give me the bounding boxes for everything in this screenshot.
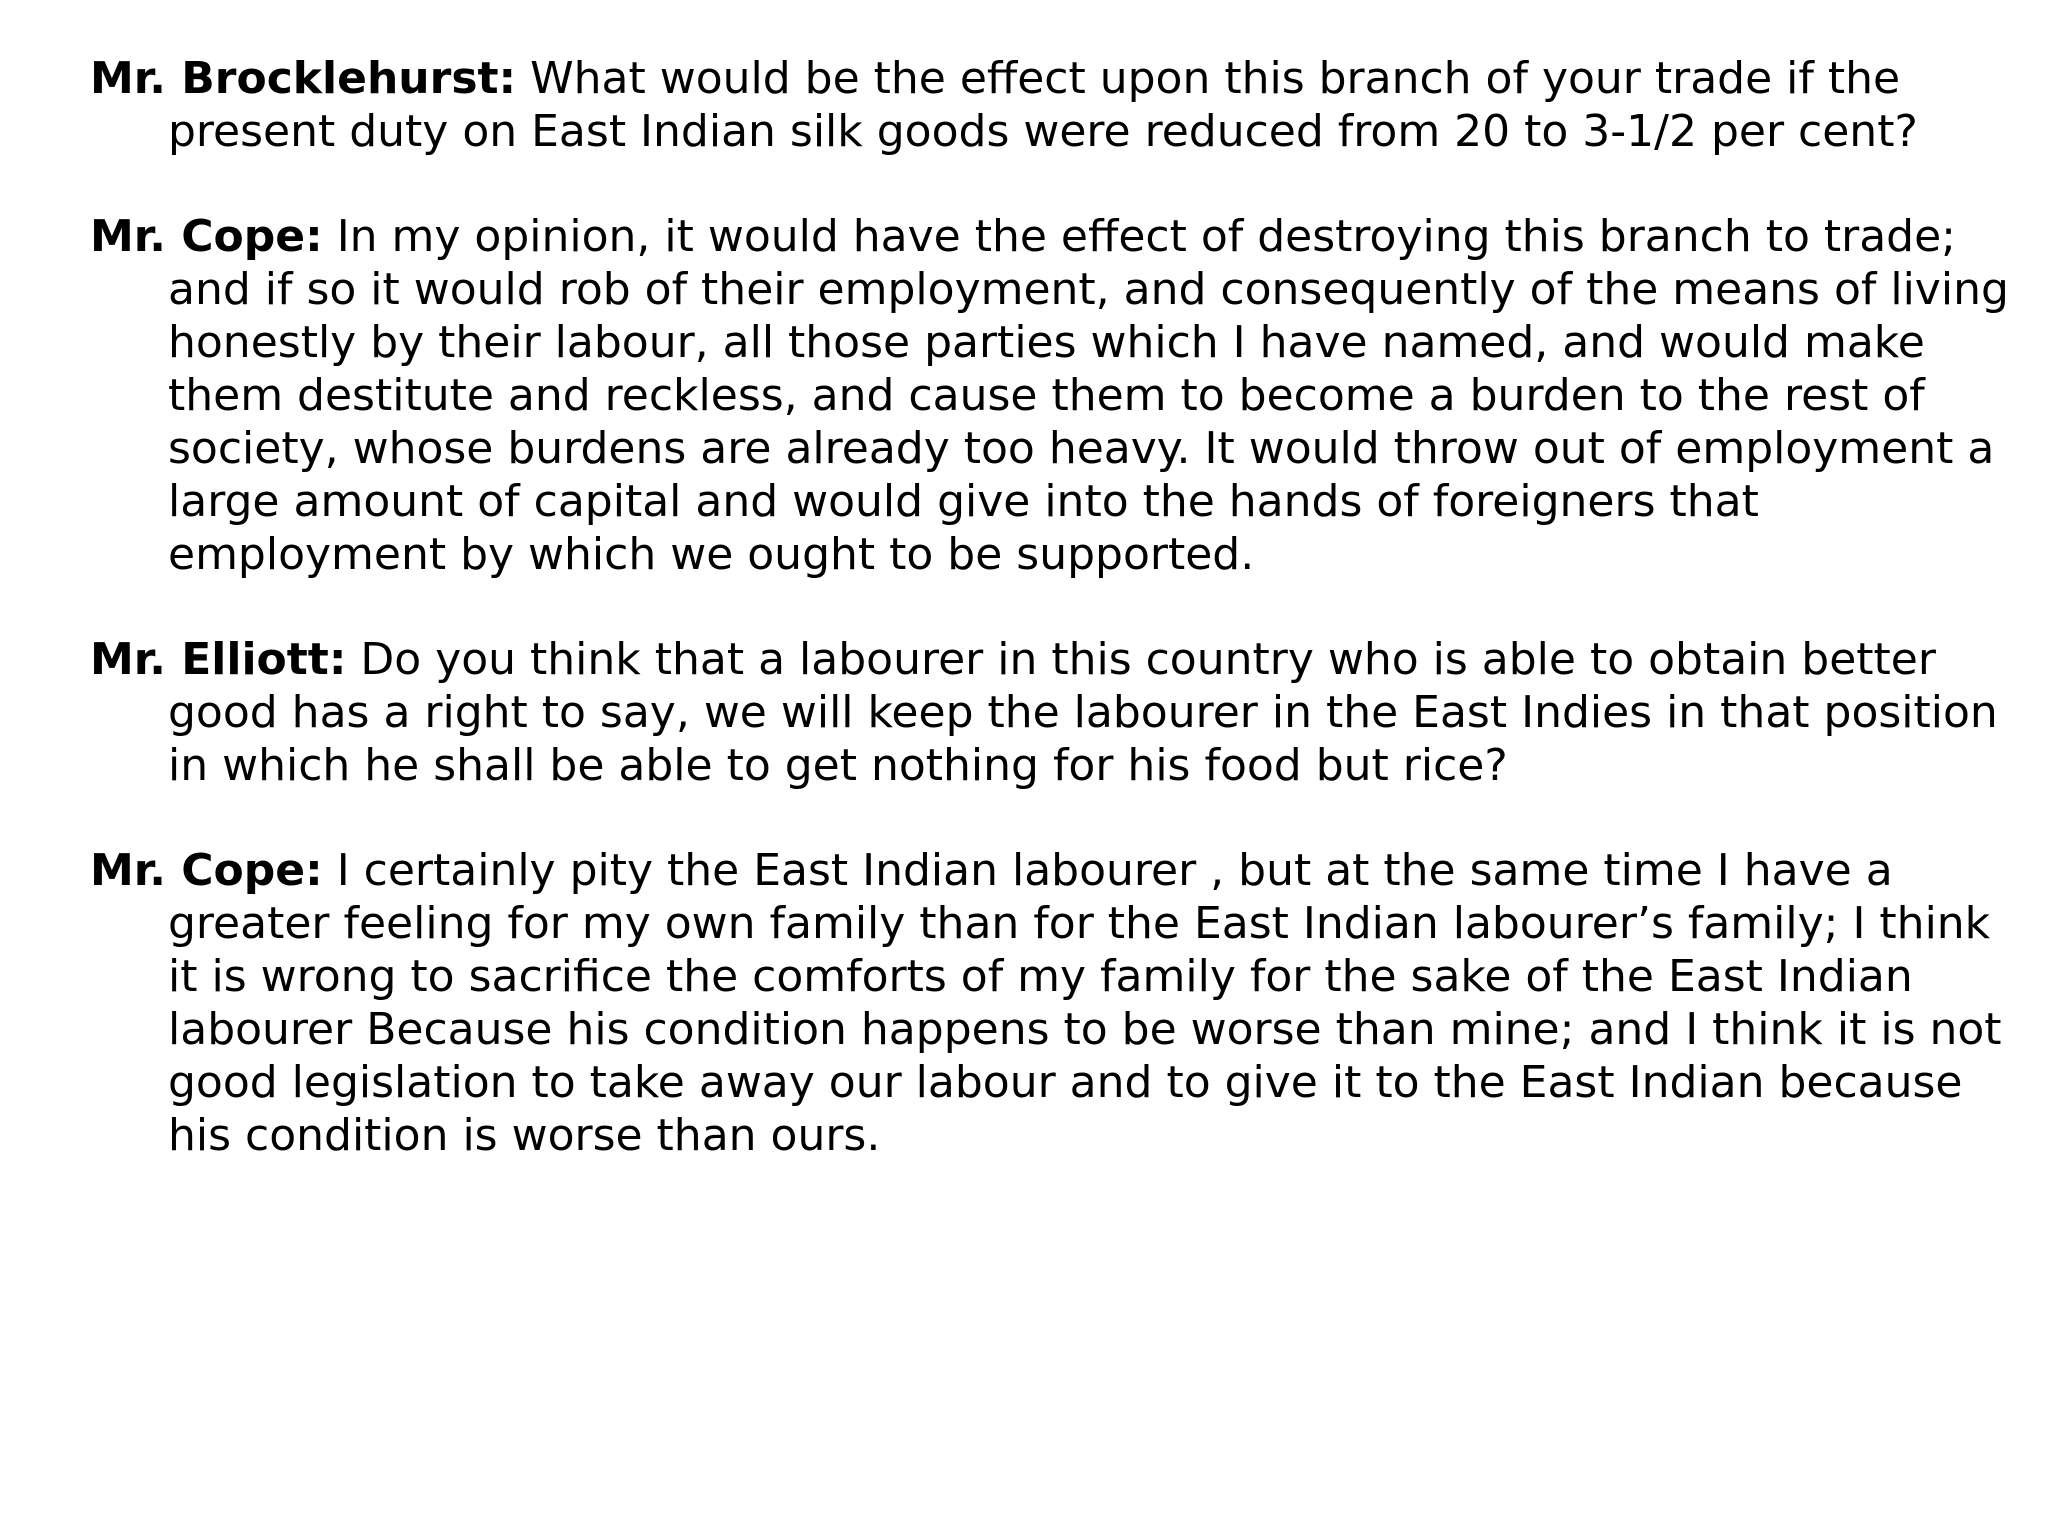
testimony-entry <box>90 52 2020 158</box>
testimony-entry <box>90 210 2020 581</box>
testimony-text: I certainly pity the East Indian labourer , but at the same time I have a greater feeling for my own family than for the East Indian labourer’s family; I think it is wrong to sacrifice the comforts of my family for the sake of the East Indian labourer Because his condition happens to be worse than mine; and I think it is not good legislation to take away our labour and to give it to the East Indian because his condition is worse than ours. <box>168 845 2002 1161</box>
testimony-text: What would be the effect upon this branch of your trade if the present duty on East Indian silk goods were reduced from 20 to 3-1/2 per cent? <box>168 53 1918 157</box>
testimony-text: In my opinion, it would have the effect of destroying this branch to trade; and if so it would rob of their employment, and consequently of the means of living honestly by their labour, all those parties which I have named, and would make them destitute and reckless, and cause them to become a burden to the rest of society, whose burdens are already too heavy. It would throw out of employment a large amount of capital and would give into the hands of foreigners that employment by which we ought to be supported. <box>168 211 2009 580</box>
speaker-name: Mr. Brocklehurst: <box>90 53 517 104</box>
testimony-entry <box>90 844 2020 1162</box>
testimony-text: Do you think that a labourer in this country who is able to obtain better good has a right to say, we will keep the labourer in the East Indies in that position in which he shall be able to get nothing for his food but rice? <box>168 634 1998 791</box>
speaker-name: Mr. Cope: <box>90 211 323 262</box>
speaker-name: Mr. Elliott: <box>90 634 347 685</box>
testimony-entry <box>90 633 2020 792</box>
speaker-name: Mr. Cope: <box>90 845 323 896</box>
testimony-transcript <box>90 52 2020 1214</box>
